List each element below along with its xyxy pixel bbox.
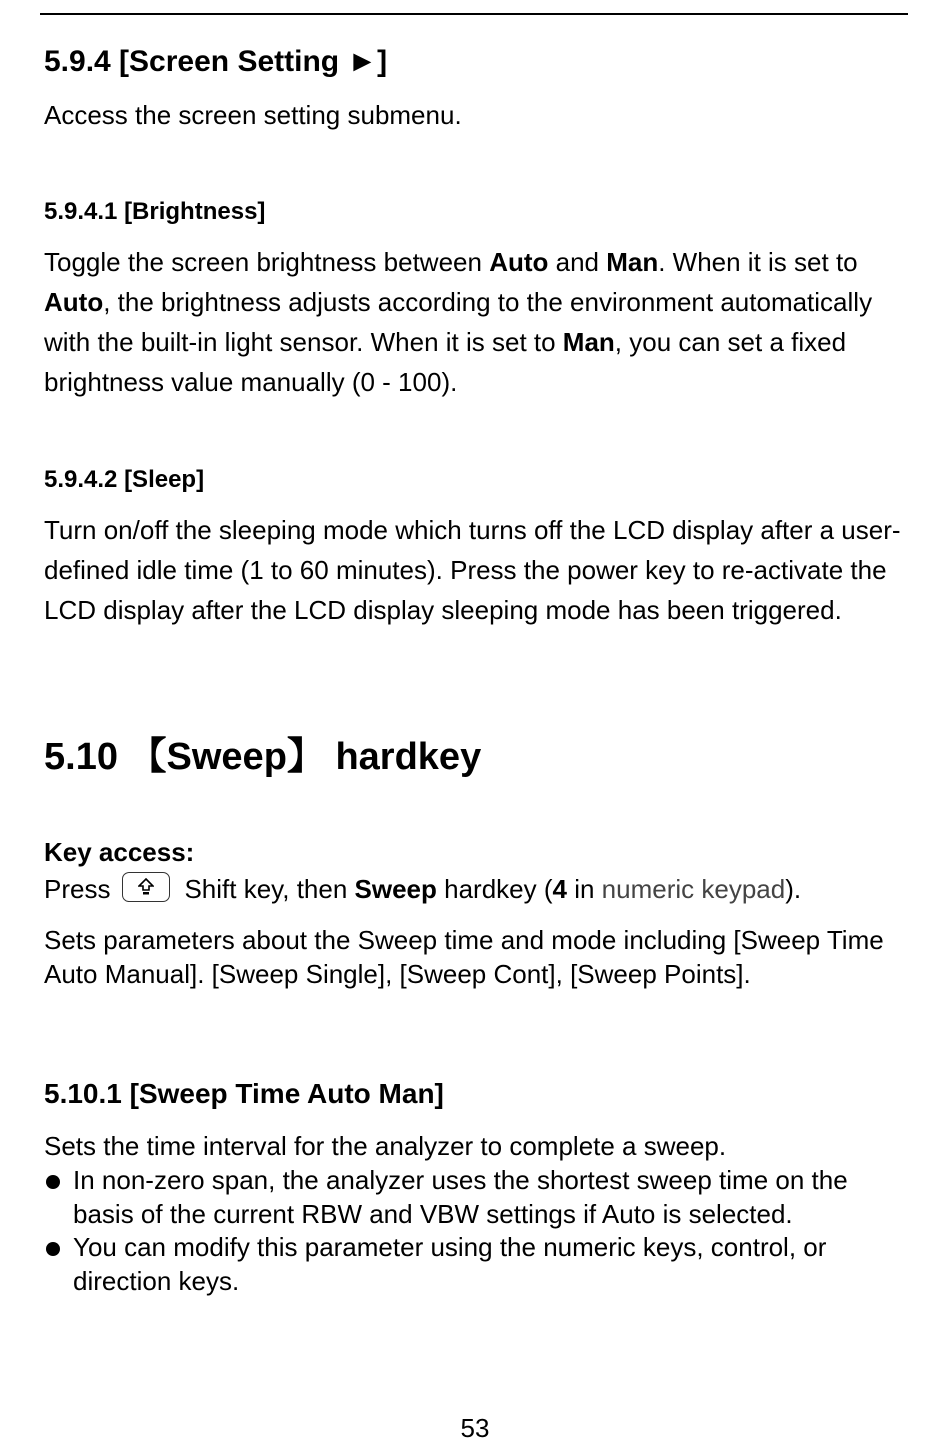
sweep-description: Sets parameters about the Sweep time and mode including [Sweep Time Auto Manual]. [Sweep Single], [Sweep Cont], [Sweep Points]. [44, 925, 884, 989]
text-run: ). [785, 874, 802, 904]
bullet-dot-icon [46, 1242, 60, 1256]
text-run: , you can set a fixed brightness value manually (0 - 100). [44, 327, 847, 397]
text-run: , the brightness adjusts according to the environment automatically with the built-in light sensor. When it is set to [44, 287, 873, 357]
screen-setting-description: Access the screen setting submenu. [44, 100, 462, 130]
text-run: in [566, 874, 602, 904]
key-access-instruction [44, 872, 910, 907]
text-run: Toggle the screen brightness between [44, 247, 490, 277]
numeric-key-4: 4 [552, 874, 567, 904]
text-run: Press [44, 874, 111, 904]
sweep-time-bullet-list [44, 1164, 910, 1298]
option-auto: Auto [44, 287, 104, 317]
sweep-key-name: Sweep [354, 874, 437, 904]
bullet-dot-icon [46, 1175, 60, 1189]
brightness-paragraph [44, 242, 910, 402]
list-item [44, 1231, 910, 1298]
list-item [44, 1164, 910, 1231]
heading-screen-setting: 5.9.4 [Screen Setting ►] [44, 45, 388, 78]
option-man: Man [562, 327, 615, 357]
sleep-paragraph: Turn on/off the sleeping mode which turns off the LCD display after a user-defined idle time (1 to 60 minutes). Press the power key to re-activate the LCD display after the LCD display sleeping mode has been triggered. [44, 515, 901, 625]
heading-sleep: 5.9.4.2 [Sleep] [44, 466, 205, 493]
bullet-text: You can modify this parameter using the numeric keys, control, or direction keys. [73, 1232, 827, 1296]
text-run: . When it is set to [658, 247, 858, 277]
shift-key-icon [122, 872, 170, 902]
heading-brightness: 5.9.4.1 [Brightness] [44, 198, 266, 225]
option-man: Man [606, 247, 659, 277]
heading-sweep-hardkey: 5.10 【Sweep】 hardkey [44, 736, 482, 778]
sweep-time-description: Sets the time interval for the analyzer to complete a sweep. [44, 1131, 727, 1161]
key-access-label: Key access: [44, 837, 195, 867]
numeric-keypad-term: numeric keypad [601, 874, 786, 904]
top-rule [40, 13, 908, 15]
text-run: and [548, 247, 607, 277]
option-auto: Auto [489, 247, 549, 277]
text-run: Shift key, then [184, 874, 355, 904]
text-run: hardkey ( [436, 874, 553, 904]
bullet-text: In non-zero span, the analyzer uses the shortest sweep time on the basis of the current RBW and VBW settings if Auto is selected. [73, 1165, 848, 1229]
page-number: 53 [460, 1413, 490, 1443]
heading-sweep-time-auto-man: 5.10.1 [Sweep Time Auto Man] [44, 1078, 444, 1109]
